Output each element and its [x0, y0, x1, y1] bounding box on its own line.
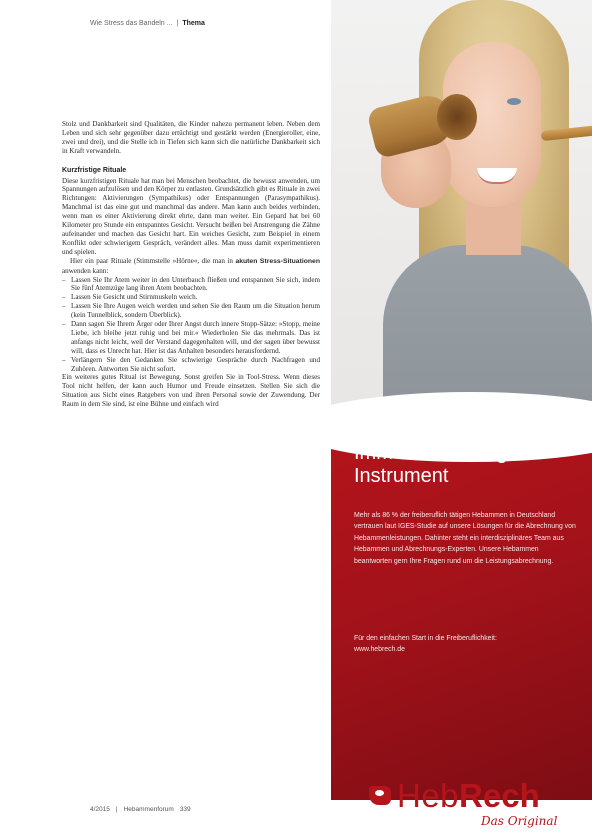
logo-text-bold: Rech [459, 777, 540, 814]
list-item: – Lassen Sie Gesicht und Stirnmuskeln weich. [62, 293, 320, 302]
ritual-list [62, 276, 320, 374]
ad-headline-line2: Instrument [354, 465, 449, 487]
ad-url-link[interactable]: www.hebrech.de [354, 646, 405, 654]
ad-red-panel [331, 420, 592, 833]
list-item: – Dann sagen Sie Ihrem Ärger oder Ihrer Angst durch innere Stopp-Sätze: »Stopp, meine Liebe, ich bleibe jetzt ruhig und bei mir.« Wiederholen Sie das mehrmals. Das ist anfangs nicht leicht, weil der Verstand dagegenhalten will, und der sagen über bewusst will, dass es Unrecht hat. Hier ist das Anhalten besonders herausfordernd. [62, 320, 320, 356]
list-lead [62, 257, 320, 276]
stethoscope-bell-icon [437, 94, 477, 140]
footer-page-number: 339 [179, 806, 191, 813]
body-paragraph: Diese kurzfristigen Rituale hat man bei Menschen beobachtet, die bewusst anwenden, um Spannungen aufzulösen und den Körper zu entlasten. Grundsätzlich gibt es Rituale in zwei Richtungen: Aktivierungen (Sympathikus) oder Entspannungen (Parasympathikus). Manchmal ist das eine gut und manchmal das andere. Man kann auch beides verbinden, wenn man es einer Aktivierung direkt ehrte, dann man weiter. Ein Gepard hat bei 60 Kilometer pro Stunde ein entspanntes Gesicht. Versucht beißen bei Anstrengung die Zähne aufeinander und machen das Gesicht hart. Ein weiches Gesicht, zum Beispiel in einem Konflikt oder schwierigem Gespräch, verändert alles. Man muss damit experimentieren und spielen. [62, 176, 320, 256]
closing-paragraph: Ein weiteres gutes Ritual ist Bewegung. Sonst greifen Sie in Tool-Stress. Wenn dieses Tool nicht helfen, der kann auch Humor und Freude einsetzen. Stellen Sie sich die Situation aus Sicht eines Ratgebers von und ihren Personal sowie der Zuwendung. Der Raum in dem Sie sind, ist eine Bühne und einfach wird [62, 373, 320, 409]
list-lead-start: Hier ein paar Rituale (Stimmstelle »Hörne«, die man in [70, 256, 233, 265]
list-item: – Lassen Sie Ihre Augen weich werden und sehen Sie den Raum um die Situation herum (kein Tunnelblick, sondern Überblick). [62, 302, 320, 320]
ad-headline [354, 442, 584, 488]
running-header [90, 20, 205, 27]
logo-text-light: Heb [397, 777, 460, 814]
eye-shape [507, 98, 521, 105]
footer-issue: 4/2015 [90, 806, 110, 813]
page-footer [90, 806, 197, 813]
running-title: Wie Stress das Bandeln ... [90, 20, 173, 27]
logo-mark-icon [369, 786, 391, 805]
logo-area [331, 777, 592, 833]
ad-cta-text: Für den einfachen Start in die Freiberuflichkeit: [354, 635, 497, 642]
footer-separator: | [115, 806, 118, 813]
ad-photo [331, 0, 592, 430]
list-lead-end: anwenden kann: [62, 266, 109, 275]
article-column [62, 120, 320, 409]
logo-slogan: Das Original [481, 814, 558, 828]
section-label: Thema [182, 20, 205, 27]
list-item: – Verlängern Sie den Gedanken Sie schwierige Gespräche durch Nachfragen und Zuhören. Antworten Sie nicht sofort. [62, 356, 320, 374]
ad-headline-line1: Immer das richtige [354, 442, 519, 464]
intro-paragraph: Stolz und Dankbarkeit sind Qualitäten, die Kinder nahezu permanent leben. Neben dem Leben und sich sehr gegenüber dazu ertüchtigt und gestärkt werden (Energieroller, eine, zwei und drei), und die Stelle ich in Tiefen sich kann sich die natürliche Dankbarkeit sich in Kraft verwandeln. [62, 120, 320, 155]
advertisement [331, 0, 592, 833]
subheading: Kurzfristige Rituale [62, 166, 127, 174]
ad-cta [354, 633, 576, 656]
list-lead-bold: akuten Stress-Situationen [235, 257, 320, 265]
header-separator: | [176, 20, 179, 27]
ad-body-text: Mehr als 86 % der freiberuflich tätigen Hebammen in Deutschland vertrauen laut IGES-Studie auf unsere Lösungen für die Abrechnung von Hebammenleistungen. Dahinter steht ein interdisziplinäres Team aus Hebammen und Abrechnungs-Experten. Unsere Hebammen beantworten gern Ihre Fragen rund um die Leistungsabrechnung. [354, 512, 576, 565]
hebrech-logo [369, 777, 540, 815]
footer-journal: Hebammenforum [123, 806, 174, 813]
list-item: – Lassen Sie Ihr Atem weiter in den Unterbauch fließen und entspannen Sie sich, indem Sie fünf Atemzüge lang ihren Atem beobachten. [62, 276, 320, 294]
